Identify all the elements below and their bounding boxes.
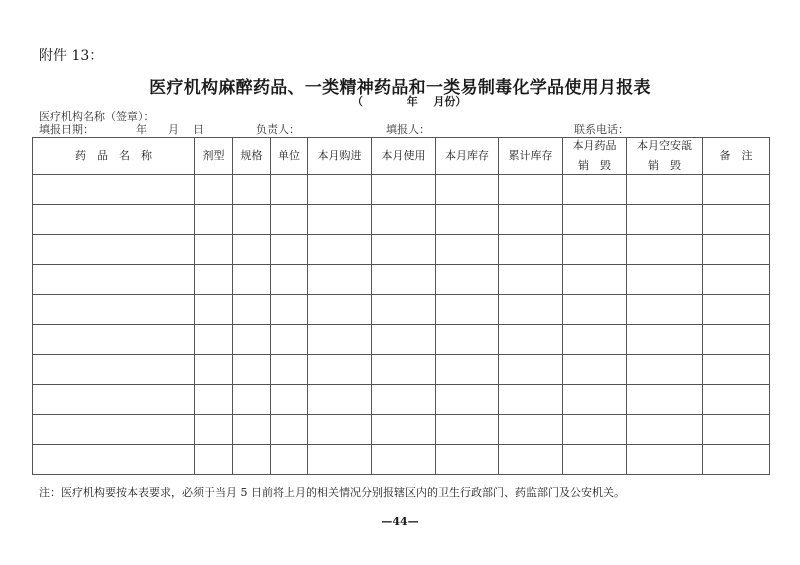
- cell-value[interactable]: [271, 355, 307, 384]
- cell-unit[interactable]: [271, 385, 308, 415]
- cell-used[interactable]: [372, 235, 436, 265]
- cell-value[interactable]: [627, 175, 702, 204]
- cell-value[interactable]: [627, 235, 702, 264]
- column-header-label: 本月购进: [317, 149, 362, 162]
- column-header-purchased: [308, 138, 372, 175]
- cell-ampoule_destroyed[interactable]: [627, 175, 703, 205]
- cell-spec[interactable]: [233, 355, 271, 385]
- cell-remarks[interactable]: [703, 205, 770, 235]
- cell-value[interactable]: [195, 205, 232, 234]
- cell-value[interactable]: [308, 355, 371, 384]
- cell-drug_destroyed[interactable]: [563, 265, 627, 295]
- cell-value[interactable]: [195, 295, 232, 324]
- cell-value[interactable]: [436, 175, 498, 204]
- cell-purchased[interactable]: [308, 175, 372, 205]
- cell-value[interactable]: [33, 265, 194, 294]
- table-row: [33, 205, 770, 235]
- cell-remarks[interactable]: [703, 325, 770, 355]
- cell-value[interactable]: [703, 415, 769, 444]
- cell-stock[interactable]: [436, 235, 499, 265]
- cell-unit[interactable]: [271, 295, 308, 325]
- cell-unit[interactable]: [271, 415, 308, 445]
- column-header-label: 备 注: [719, 149, 753, 162]
- cell-used[interactable]: [372, 205, 436, 235]
- cell-value[interactable]: [499, 175, 562, 204]
- cell-value[interactable]: [372, 355, 435, 384]
- cell-value[interactable]: [372, 265, 435, 294]
- column-header-unit: [271, 138, 308, 175]
- table-row: [33, 355, 770, 385]
- page-title: 医疗机构麻醉药品、一类精神药品和一类易制毒化学品使用月报表: [149, 78, 651, 98]
- date-year-label: 年: [136, 123, 147, 136]
- cell-value[interactable]: [233, 325, 270, 354]
- cell-unit[interactable]: [271, 355, 308, 385]
- cell-value[interactable]: [233, 265, 270, 294]
- cell-stock[interactable]: [436, 205, 499, 235]
- cell-value[interactable]: [33, 235, 194, 264]
- cell-value[interactable]: [703, 205, 769, 234]
- column-header-label: 本月空安瓿: [637, 139, 692, 152]
- cell-stock[interactable]: [436, 265, 499, 295]
- cell-value[interactable]: [308, 265, 371, 294]
- cell-value[interactable]: [271, 415, 307, 444]
- cell-value[interactable]: [703, 385, 769, 414]
- cell-value[interactable]: [195, 355, 232, 384]
- table-row: [33, 415, 770, 445]
- date-month-label: 月: [168, 123, 179, 136]
- table-row: [33, 385, 770, 415]
- cell-value[interactable]: [233, 415, 270, 444]
- cell-unit[interactable]: [271, 265, 308, 295]
- page-number: —44—: [381, 515, 419, 528]
- cell-form[interactable]: [195, 415, 233, 445]
- cell-name[interactable]: [33, 355, 195, 385]
- cell-form[interactable]: [195, 175, 233, 205]
- cell-value[interactable]: [436, 265, 498, 294]
- cell-value[interactable]: [372, 235, 435, 264]
- report-table: [32, 137, 770, 475]
- cell-value[interactable]: [271, 265, 307, 294]
- cell-value[interactable]: [627, 205, 702, 234]
- cell-spec[interactable]: [233, 415, 271, 445]
- cell-value[interactable]: [33, 295, 194, 324]
- period-month: 月份）: [433, 95, 467, 108]
- cell-name[interactable]: [33, 175, 195, 205]
- cell-value[interactable]: [563, 235, 626, 264]
- cell-used[interactable]: [372, 415, 436, 445]
- cell-name[interactable]: [33, 205, 195, 235]
- cell-value[interactable]: [436, 445, 498, 474]
- cell-form[interactable]: [195, 295, 233, 325]
- cell-value[interactable]: [195, 175, 232, 204]
- cell-value[interactable]: [233, 235, 270, 264]
- cell-value[interactable]: [563, 325, 626, 354]
- cell-cumulative[interactable]: [499, 415, 563, 445]
- cell-drug_destroyed[interactable]: [563, 205, 627, 235]
- cell-cumulative[interactable]: [499, 325, 563, 355]
- cell-name[interactable]: [33, 265, 195, 295]
- cell-value[interactable]: [233, 295, 270, 324]
- cell-value[interactable]: [499, 235, 562, 264]
- cell-used[interactable]: [372, 265, 436, 295]
- cell-purchased[interactable]: [308, 445, 372, 475]
- column-header-label: 本月药品: [572, 139, 617, 152]
- cell-value[interactable]: [308, 235, 371, 264]
- cell-value[interactable]: [703, 325, 769, 354]
- cell-value[interactable]: [627, 325, 702, 354]
- date-label: 填报日期：: [39, 123, 94, 136]
- cell-used[interactable]: [372, 355, 436, 385]
- cell-cumulative[interactable]: [499, 265, 563, 295]
- table-row: [33, 445, 770, 475]
- cell-value[interactable]: [436, 415, 498, 444]
- cell-spec[interactable]: [233, 175, 271, 205]
- cell-unit[interactable]: [271, 235, 308, 265]
- column-header-remarks: [703, 138, 770, 175]
- cell-value[interactable]: [499, 385, 562, 414]
- cell-ampoule_destroyed[interactable]: [627, 295, 703, 325]
- cell-value[interactable]: [33, 385, 194, 414]
- cell-ampoule_destroyed[interactable]: [627, 445, 703, 475]
- column-header-label: 本月库存: [445, 149, 489, 162]
- responsible-person-label: 负责人：: [256, 123, 300, 136]
- cell-name[interactable]: [33, 325, 195, 355]
- column-header-label: 本月使用: [381, 149, 426, 162]
- column-header-form: [195, 138, 233, 175]
- cell-value[interactable]: [372, 445, 435, 474]
- cell-stock[interactable]: [436, 175, 499, 205]
- cell-value[interactable]: [563, 175, 626, 204]
- cell-purchased[interactable]: [308, 415, 372, 445]
- cell-value[interactable]: [703, 235, 769, 264]
- table-row: [33, 175, 770, 205]
- cell-value[interactable]: [233, 355, 270, 384]
- cell-used[interactable]: [372, 325, 436, 355]
- column-header-spec: [233, 138, 271, 175]
- cell-value[interactable]: [233, 175, 270, 204]
- cell-unit[interactable]: [271, 445, 308, 475]
- cell-spec[interactable]: [233, 235, 271, 265]
- cell-value[interactable]: [703, 295, 769, 324]
- cell-cumulative[interactable]: [499, 175, 563, 205]
- cell-value[interactable]: [703, 265, 769, 294]
- cell-remarks[interactable]: [703, 385, 770, 415]
- cell-value[interactable]: [33, 355, 194, 384]
- cell-name[interactable]: [33, 385, 195, 415]
- cell-value[interactable]: [499, 205, 562, 234]
- cell-value[interactable]: [563, 355, 626, 384]
- cell-cumulative[interactable]: [499, 355, 563, 385]
- cell-value[interactable]: [372, 175, 435, 204]
- cell-value[interactable]: [436, 295, 498, 324]
- cell-stock[interactable]: [436, 445, 499, 475]
- cell-ampoule_destroyed[interactable]: [627, 265, 703, 295]
- cell-stock[interactable]: [436, 355, 499, 385]
- period-year: 年: [406, 95, 418, 108]
- cell-value[interactable]: [436, 235, 498, 264]
- cell-remarks[interactable]: [703, 295, 770, 325]
- cell-form[interactable]: [195, 265, 233, 295]
- cell-spec[interactable]: [233, 295, 271, 325]
- report-period: [352, 93, 466, 109]
- period-open: （: [352, 95, 363, 108]
- cell-value[interactable]: [33, 205, 194, 234]
- cell-value[interactable]: [271, 445, 307, 474]
- cell-ampoule_destroyed[interactable]: [627, 355, 703, 385]
- cell-drug_destroyed[interactable]: [563, 385, 627, 415]
- footnote: 注：医疗机构要按本表要求，必须于当月 5 日前将上月的相关情况分别报辖区内的卫生行政部门、药监部门及公安机关。: [39, 486, 625, 499]
- cell-value[interactable]: [33, 175, 194, 204]
- cell-value[interactable]: [703, 445, 769, 474]
- column-header-label: 剂型: [202, 149, 225, 162]
- cell-spec[interactable]: [233, 325, 271, 355]
- cell-purchased[interactable]: [308, 205, 372, 235]
- cell-stock[interactable]: [436, 325, 499, 355]
- cell-ampoule_destroyed[interactable]: [627, 235, 703, 265]
- cell-drug_destroyed[interactable]: [563, 175, 627, 205]
- cell-remarks[interactable]: [703, 235, 770, 265]
- cell-value[interactable]: [271, 325, 307, 354]
- cell-purchased[interactable]: [308, 355, 372, 385]
- column-header-label: 药 品 名 称: [75, 149, 152, 162]
- cell-value[interactable]: [563, 205, 626, 234]
- cell-spec[interactable]: [233, 205, 271, 235]
- cell-value[interactable]: [308, 385, 371, 414]
- cell-purchased[interactable]: [308, 265, 372, 295]
- cell-drug_destroyed[interactable]: [563, 325, 627, 355]
- cell-spec[interactable]: [233, 445, 271, 475]
- cell-purchased[interactable]: [308, 295, 372, 325]
- cell-unit[interactable]: [271, 175, 308, 205]
- cell-used[interactable]: [372, 295, 436, 325]
- column-header-sublabel: 销 毁: [578, 159, 611, 172]
- cell-unit[interactable]: [271, 205, 308, 235]
- column-header-used: [372, 138, 436, 175]
- cell-value[interactable]: [33, 325, 194, 354]
- cell-value[interactable]: [627, 295, 702, 324]
- cell-form[interactable]: [195, 445, 233, 475]
- cell-value[interactable]: [33, 415, 194, 444]
- column-header-label: 累计库存: [508, 149, 553, 162]
- cell-ampoule_destroyed[interactable]: [627, 415, 703, 445]
- cell-value[interactable]: [563, 265, 626, 294]
- institution-label: 医疗机构名称（签章）：: [39, 110, 155, 123]
- cell-used[interactable]: [372, 175, 436, 205]
- cell-value[interactable]: [436, 205, 498, 234]
- cell-name[interactable]: [33, 235, 195, 265]
- cell-remarks[interactable]: [703, 175, 770, 205]
- cell-form[interactable]: [195, 385, 233, 415]
- cell-value[interactable]: [308, 175, 371, 204]
- cell-drug_destroyed[interactable]: [563, 445, 627, 475]
- table-row: [33, 265, 770, 295]
- cell-ampoule_destroyed[interactable]: [627, 385, 703, 415]
- cell-used[interactable]: [372, 445, 436, 475]
- column-header-name: [33, 138, 195, 175]
- column-header-ampoule_destroyed: [627, 138, 703, 175]
- cell-value[interactable]: [627, 265, 702, 294]
- cell-remarks[interactable]: [703, 445, 770, 475]
- cell-stock[interactable]: [436, 385, 499, 415]
- cell-purchased[interactable]: [308, 325, 372, 355]
- cell-drug_destroyed[interactable]: [563, 355, 627, 385]
- cell-value[interactable]: [271, 295, 307, 324]
- cell-spec[interactable]: [233, 265, 271, 295]
- table-row: [33, 325, 770, 355]
- column-header-drug_destroyed: [563, 138, 627, 175]
- column-header-cumulative: [499, 138, 563, 175]
- column-header-label: 规格: [240, 149, 263, 162]
- cell-cumulative[interactable]: [499, 385, 563, 415]
- cell-value[interactable]: [271, 175, 307, 204]
- cell-drug_destroyed[interactable]: [563, 415, 627, 445]
- cell-value[interactable]: [703, 355, 769, 384]
- cell-value[interactable]: [703, 175, 769, 204]
- cell-value[interactable]: [372, 385, 435, 414]
- cell-value[interactable]: [308, 325, 371, 354]
- cell-cumulative[interactable]: [499, 235, 563, 265]
- cell-value[interactable]: [499, 355, 562, 384]
- cell-value[interactable]: [195, 415, 232, 444]
- cell-purchased[interactable]: [308, 385, 372, 415]
- cell-name[interactable]: [33, 445, 195, 475]
- cell-value[interactable]: [499, 415, 562, 444]
- table-header-row: [33, 138, 770, 175]
- cell-value[interactable]: [436, 385, 498, 414]
- cell-value[interactable]: [195, 445, 232, 474]
- cell-unit[interactable]: [271, 325, 308, 355]
- cell-purchased[interactable]: [308, 235, 372, 265]
- cell-value[interactable]: [372, 295, 435, 324]
- cell-cumulative[interactable]: [499, 295, 563, 325]
- cell-remarks[interactable]: [703, 265, 770, 295]
- cell-value[interactable]: [271, 385, 307, 414]
- cell-value[interactable]: [195, 235, 232, 264]
- cell-value[interactable]: [499, 325, 562, 354]
- cell-value[interactable]: [499, 295, 562, 324]
- cell-remarks[interactable]: [703, 355, 770, 385]
- column-header-label: 单位: [278, 149, 300, 162]
- cell-value[interactable]: [372, 325, 435, 354]
- cell-drug_destroyed[interactable]: [563, 295, 627, 325]
- date-day-label: 日: [193, 123, 204, 136]
- table-row: [33, 295, 770, 325]
- cell-value[interactable]: [271, 235, 307, 264]
- cell-value[interactable]: [436, 325, 498, 354]
- cell-spec[interactable]: [233, 385, 271, 415]
- column-header-sublabel: 销 毁: [648, 159, 681, 172]
- cell-value[interactable]: [308, 415, 371, 444]
- cell-value[interactable]: [195, 265, 232, 294]
- cell-value[interactable]: [627, 355, 702, 384]
- cell-value[interactable]: [563, 445, 626, 474]
- cell-form[interactable]: [195, 355, 233, 385]
- filler-label: 填报人：: [386, 123, 430, 136]
- cell-ampoule_destroyed[interactable]: [627, 325, 703, 355]
- cell-value[interactable]: [372, 415, 435, 444]
- cell-value[interactable]: [372, 205, 435, 234]
- cell-value[interactable]: [436, 355, 498, 384]
- cell-value[interactable]: [195, 325, 232, 354]
- cell-value[interactable]: [627, 445, 702, 474]
- column-header-stock: [436, 138, 499, 175]
- cell-value[interactable]: [308, 205, 371, 234]
- cell-stock[interactable]: [436, 295, 499, 325]
- cell-value[interactable]: [233, 385, 270, 414]
- cell-value[interactable]: [271, 205, 307, 234]
- cell-ampoule_destroyed[interactable]: [627, 205, 703, 235]
- cell-value[interactable]: [195, 385, 232, 414]
- cell-value[interactable]: [563, 385, 626, 414]
- cell-value[interactable]: [627, 385, 702, 414]
- table-row: [33, 235, 770, 265]
- cell-stock[interactable]: [436, 415, 499, 445]
- cell-name[interactable]: [33, 295, 195, 325]
- cell-value[interactable]: [563, 415, 626, 444]
- cell-form[interactable]: [195, 235, 233, 265]
- cell-form[interactable]: [195, 325, 233, 355]
- cell-cumulative[interactable]: [499, 445, 563, 475]
- cell-drug_destroyed[interactable]: [563, 235, 627, 265]
- cell-value[interactable]: [563, 295, 626, 324]
- cell-value[interactable]: [627, 415, 702, 444]
- phone-label: 联系电话：: [574, 123, 629, 136]
- cell-used[interactable]: [372, 385, 436, 415]
- cell-value[interactable]: [233, 445, 270, 474]
- cell-cumulative[interactable]: [499, 205, 563, 235]
- attachment-label: 附件 13：: [39, 48, 104, 64]
- cell-value[interactable]: [308, 295, 371, 324]
- cell-value[interactable]: [233, 205, 270, 234]
- cell-value[interactable]: [33, 445, 194, 474]
- cell-name[interactable]: [33, 415, 195, 445]
- cell-value[interactable]: [499, 265, 562, 294]
- cell-remarks[interactable]: [703, 415, 770, 445]
- cell-value[interactable]: [308, 445, 371, 474]
- cell-form[interactable]: [195, 205, 233, 235]
- cell-value[interactable]: [499, 445, 562, 474]
